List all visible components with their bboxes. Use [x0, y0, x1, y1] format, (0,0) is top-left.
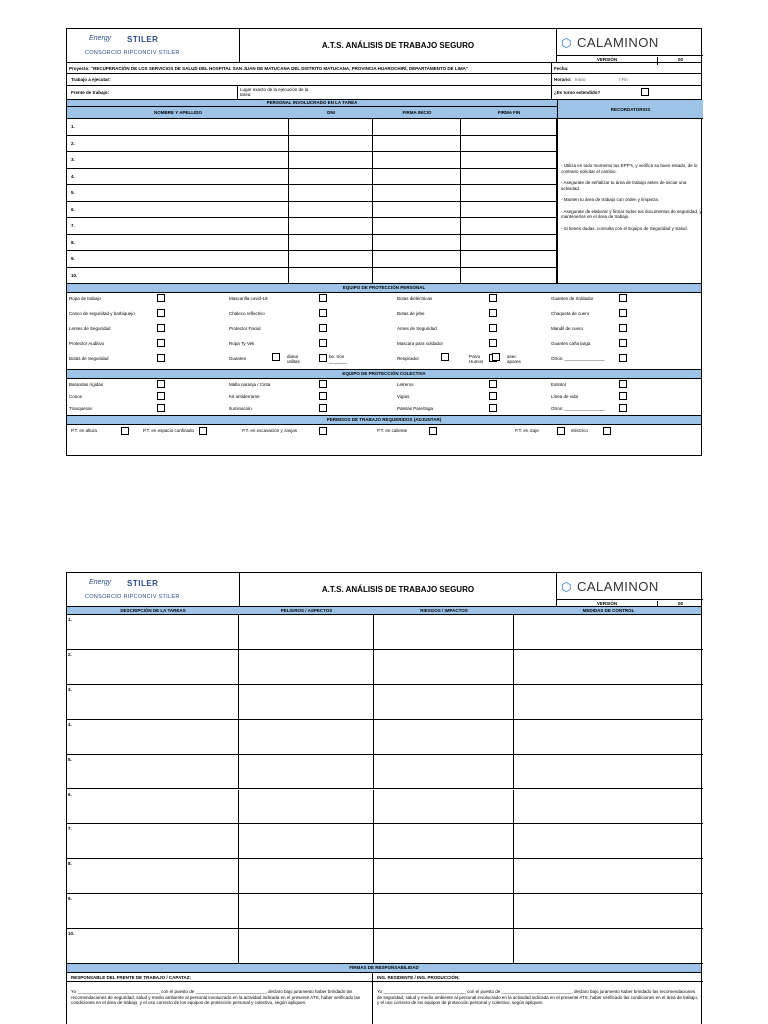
- permiso-label: P.T. en espacio confinado: [143, 428, 194, 433]
- col-medidas: MEDIDAS DE CONTROL: [582, 608, 635, 613]
- epp-label: Protector Facial: [229, 326, 261, 331]
- epc-grid: [67, 379, 701, 416]
- respirador-option-1: Polvo Humos: [469, 354, 484, 364]
- task-col-headers: [67, 607, 701, 615]
- nombre-cell[interactable]: [67, 136, 289, 153]
- medidas-cell[interactable]: [514, 824, 703, 859]
- dni-cell[interactable]: [289, 251, 373, 268]
- sheet-header-2: [67, 573, 701, 607]
- turno-label: ¿Es turno extendido?: [554, 90, 601, 95]
- logo-text-energy-2: Energy: [89, 579, 112, 586]
- trabajo-label: Trabajo a ejecutar:: [71, 77, 111, 82]
- dni-cell[interactable]: [289, 152, 373, 169]
- descripcion-cell[interactable]: [67, 615, 239, 650]
- lugar-label: Lugar exacto de la ejecución de la tarea:: [240, 87, 309, 97]
- personal-col-headers: [67, 107, 557, 119]
- epp-checkbox[interactable]: [619, 309, 627, 317]
- epc-label: Kit antiderrame: [229, 394, 260, 399]
- row-number: 2.: [68, 651, 72, 657]
- peligros-cell[interactable]: [239, 685, 374, 720]
- calaminon-logo-2: [557, 573, 703, 599]
- resp-right-label: ING. RESIDENTE / ING. PRODUCCIÓN:: [373, 973, 703, 982]
- hexagon-icon: ⬡: [561, 580, 572, 594]
- permiso-checkbox[interactable]: [429, 427, 437, 435]
- epp-grid: [67, 293, 701, 370]
- permiso-label: P.T. en caliente: [377, 428, 408, 433]
- respirador-option-2-checkbox[interactable]: [492, 353, 500, 361]
- nombre-cell[interactable]: [67, 235, 289, 252]
- peligros-cell[interactable]: [239, 929, 374, 964]
- epp-label: Chaleco reflectivo: [229, 311, 265, 316]
- permiso-label: P.T. en excavación y zanjas: [242, 428, 297, 433]
- nombre-cell[interactable]: [67, 202, 289, 219]
- recordatorio-item: - Asegurate de elaborar y firmar todos tus documentos de seguridad, y mantenerlos en el área de trabajo.: [561, 208, 702, 219]
- epc-checkbox[interactable]: [489, 392, 497, 400]
- version-box-2: [557, 599, 703, 607]
- recordatorio-item: - Manten tu área de trabajo con orden y limpieza.: [561, 197, 660, 202]
- epp-label: Otros: ________________: [551, 356, 605, 361]
- brand-name-2: CALAMINON: [577, 579, 659, 594]
- row-number: 6.: [71, 206, 75, 212]
- epc-checkbox[interactable]: [489, 404, 497, 412]
- calaminon-logo: [557, 29, 703, 55]
- riesgos-cell[interactable]: [374, 790, 514, 825]
- row-number: 10.: [71, 272, 78, 278]
- epp-label: Protector Auditivo: [69, 341, 105, 346]
- firma-inicio-cell[interactable]: [373, 235, 461, 252]
- epc-label: Vigías: [397, 394, 410, 399]
- firma-fin-cell[interactable]: [461, 218, 557, 235]
- permiso-label: P.T. en altura: [71, 428, 97, 433]
- row-number: 6.: [68, 791, 72, 797]
- permiso-checkbox[interactable]: [557, 427, 565, 435]
- row-number: 1.: [68, 617, 72, 622]
- horario-inicio: Inicio: [575, 77, 586, 82]
- permiso-checkbox[interactable]: [319, 427, 327, 435]
- row-number: 4.: [68, 721, 72, 727]
- medidas-cell[interactable]: [514, 650, 703, 685]
- nombre-cell[interactable]: [67, 268, 289, 285]
- row-number: 9.: [68, 896, 72, 902]
- col-riesgos: RIESGOS / IMPACTOS: [420, 608, 468, 613]
- nombre-cell[interactable]: [67, 169, 289, 186]
- riesgos-cell[interactable]: [374, 720, 514, 755]
- version-value-2: 00: [657, 601, 703, 609]
- epc-checkbox[interactable]: [619, 392, 627, 400]
- medidas-cell[interactable]: [514, 859, 703, 894]
- peligros-cell[interactable]: [239, 615, 374, 650]
- peligros-cell[interactable]: [239, 720, 374, 755]
- descripcion-cell[interactable]: [67, 755, 239, 790]
- firma-right: [373, 973, 703, 1024]
- frente-label: Frente de trabajo:: [71, 90, 110, 95]
- recordatorio-item: - Asegurate de señalizar tu área de trabajo antes de iniciar una actividad.: [561, 180, 687, 191]
- row-number: 9.: [71, 256, 75, 261]
- proyecto-label: Proyecto: "RECUPERACIÓN DE LOS SERVICIOS DE SALUD DEL HOSPITAL SAN JUAN DE MATUCANA DEL DISTRITO MATUCANA, PROVINCIA HUAROCHIRÍ, DEPARTAMENTO DE LIMA": [69, 66, 469, 71]
- recordatorio-item: - Si tienes dudas, consulta con el Equipo de Seguridad y Salud.: [561, 225, 688, 231]
- resp-left-label: RESPONSABLE DEL FRENTE DE TRABAJO / CAPATAZ:: [67, 973, 372, 982]
- epp-label: Respirador: [397, 356, 420, 361]
- row-number: 2.: [71, 140, 75, 146]
- epp-checkbox[interactable]: [619, 324, 627, 332]
- row-number: 7.: [68, 826, 72, 832]
- respirador-option-2: asec apores: [507, 354, 521, 364]
- respirador-option-1-checkbox[interactable]: [441, 353, 449, 361]
- peligros-cell[interactable]: [239, 824, 374, 859]
- epc-label: Tranqueras: [69, 406, 92, 411]
- firma-inicio-cell[interactable]: [373, 119, 461, 136]
- peligros-cell[interactable]: [239, 859, 374, 894]
- col-firma-fin: FIRMA FIN: [497, 110, 521, 115]
- turno-checkbox[interactable]: [641, 88, 649, 96]
- row-number: 8.: [68, 861, 72, 867]
- descripcion-cell[interactable]: [67, 650, 239, 685]
- document-title: A.T.S. ANÁLISIS DE TRABAJO SEGURO: [240, 29, 557, 63]
- document-title-2: A.T.S. ANÁLISIS DE TRABAJO SEGURO: [240, 573, 557, 607]
- epc-checkbox[interactable]: [157, 404, 165, 412]
- nombre-cell[interactable]: [67, 218, 289, 235]
- riesgos-cell[interactable]: [374, 650, 514, 685]
- permiso-checkbox[interactable]: [603, 427, 611, 435]
- firma-fin-cell[interactable]: [461, 185, 557, 202]
- dni-cell[interactable]: [289, 185, 373, 202]
- riesgos-cell[interactable]: [374, 755, 514, 790]
- epc-checkbox[interactable]: [319, 380, 327, 388]
- epp-label: Arnes de Seguridad: [397, 326, 437, 331]
- firma-fin-cell[interactable]: [461, 169, 557, 186]
- firma-fin-cell[interactable]: [461, 251, 557, 268]
- row-number: 4.: [71, 173, 75, 179]
- epc-checkbox[interactable]: [619, 380, 627, 388]
- epp-label: Guantes caña larga: [551, 341, 591, 346]
- peligros-cell[interactable]: [239, 894, 374, 929]
- epp-checkbox[interactable]: [489, 309, 497, 317]
- firma-fin-cell[interactable]: [461, 268, 557, 285]
- epc-label: Otros: ________________: [551, 406, 605, 411]
- version-label-2: VERSIÓN: [596, 601, 618, 606]
- personal-title: PERSONAL INVOLUCRADO EN LA TAREA: [67, 100, 557, 107]
- permisos-title: PERMISOS DE TRABAJO REQUERIDOS (ADJUNTAR): [67, 416, 701, 425]
- firma-fin-cell[interactable]: [461, 152, 557, 169]
- firma-fin-cell[interactable]: [461, 136, 557, 153]
- brand-name: CALAMINON: [577, 35, 659, 50]
- descripcion-cell[interactable]: [67, 790, 239, 825]
- frente-row: [67, 86, 701, 100]
- firma-inicio-cell[interactable]: [373, 251, 461, 268]
- version-box: [557, 55, 703, 63]
- epc-checkbox[interactable]: [619, 404, 627, 412]
- dni-cell[interactable]: [289, 268, 373, 285]
- hexagon-icon: ⬡: [561, 36, 572, 50]
- decl-right: Yo _________________________________ con el puesto de ____________________________, declaro bajo juramento haber brindado las recomendaciones de seguridad, salud y medio ambiente al personal involucrado en la actividad indicada en el presente ATS, haber verificado las condiciones en el área de trabajo, y el uso correcto de los equipos de protección personal y colectivo, según apliquen.: [377, 989, 699, 1005]
- firma-inicio-cell[interactable]: [373, 136, 461, 153]
- epc-label: Extintor: [551, 382, 567, 387]
- epp-checkbox[interactable]: [319, 354, 327, 362]
- descripcion-cell[interactable]: [67, 894, 239, 929]
- epp-label: Ropa Ty Vek: [229, 341, 255, 346]
- epp-label: Casco de seguridad y barbiquejo: [69, 311, 135, 316]
- medidas-cell[interactable]: [514, 615, 703, 650]
- permiso-label: eléctrico: [571, 428, 588, 433]
- peligros-cell[interactable]: [239, 790, 374, 825]
- recordatorios-box: [557, 119, 703, 284]
- col-dni: DNI: [327, 110, 335, 115]
- epp-checkbox[interactable]: [619, 354, 627, 362]
- permiso-checkbox[interactable]: [121, 427, 129, 435]
- epc-checkbox[interactable]: [319, 404, 327, 412]
- epp-checkbox[interactable]: [157, 294, 165, 302]
- personal-table: [67, 100, 701, 284]
- logo-text-consorcio-2: CONSORCIO RIPCONCIV STILER: [85, 594, 180, 600]
- logo-text-energy: Energy: [89, 35, 112, 42]
- descripcion-cell[interactable]: [67, 720, 239, 755]
- firma-fin-cell[interactable]: [461, 119, 557, 136]
- proyecto-row: [67, 63, 701, 74]
- epp-label: Mandil de cuero: [551, 326, 584, 331]
- epc-checkbox[interactable]: [157, 392, 165, 400]
- version-value: 00: [657, 57, 703, 65]
- epp-checkbox[interactable]: [157, 339, 165, 347]
- medidas-cell[interactable]: [514, 755, 703, 790]
- epc-checkbox[interactable]: [489, 380, 497, 388]
- nombre-cell[interactable]: [67, 119, 289, 136]
- nombre-cell[interactable]: [67, 152, 289, 169]
- descripcion-cell[interactable]: [67, 685, 239, 720]
- row-number: 3.: [68, 686, 72, 692]
- ats-sheet-page-1: [66, 28, 702, 456]
- descripcion-cell[interactable]: [67, 929, 239, 964]
- firma-left: [67, 973, 373, 1024]
- row-number: 7.: [71, 223, 75, 228]
- col-descripcion: DESCRIPCIÓN DE LA TAREAS: [120, 608, 186, 613]
- peligros-cell[interactable]: [239, 650, 374, 685]
- medidas-cell[interactable]: [514, 685, 703, 720]
- riesgos-cell[interactable]: [374, 685, 514, 720]
- dni-cell[interactable]: [289, 202, 373, 219]
- epc-label: Línea de vida: [551, 394, 579, 399]
- epc-label: Malla naranja / Cinta: [229, 382, 271, 387]
- row-number: 3.: [71, 157, 75, 162]
- sheet-header: [67, 29, 701, 63]
- medidas-cell[interactable]: [514, 790, 703, 825]
- row-number: 5.: [71, 190, 75, 195]
- epc-label: Barandas rígidas: [69, 382, 104, 387]
- dni-cell[interactable]: [289, 235, 373, 252]
- personal-rows: [67, 119, 557, 284]
- logo-text-stiler: STILER: [127, 35, 159, 44]
- row-number: 8.: [71, 239, 75, 245]
- epp-checkbox[interactable]: [489, 324, 497, 332]
- horario-label: Horario:: [554, 77, 572, 82]
- firma-fin-cell[interactable]: [461, 202, 557, 219]
- firma-inicio-cell[interactable]: [373, 268, 461, 285]
- decl-left: Yo _________________________________ con el puesto de ____________________________, declaro bajo juramento haber brindado las recomendaciones de seguridad, salud y medio ambiente al personal involucrado en la actividad indicada en el presente ATS, haber verificado las condiciones en el área de trabajo, y el uso correcto de los equipos de protección personal y colectivo, según apliquen.: [71, 989, 361, 1005]
- firma-inicio-cell[interactable]: [373, 185, 461, 202]
- col-nombre: NOMBRE Y APELLIDO: [154, 110, 202, 115]
- firma-inicio-cell[interactable]: [373, 218, 461, 235]
- dni-cell[interactable]: [289, 136, 373, 153]
- version-label: VERSIÓN: [596, 57, 618, 62]
- peligros-cell[interactable]: [239, 755, 374, 790]
- epp-label: Botas dieléctricas: [397, 296, 433, 301]
- epc-checkbox[interactable]: [319, 392, 327, 400]
- medidas-cell[interactable]: [514, 720, 703, 755]
- epp-checkbox[interactable]: [489, 339, 497, 347]
- epp-label: Mascara para soldador: [397, 341, 444, 346]
- epp-checkbox[interactable]: [319, 339, 327, 347]
- descripcion-cell[interactable]: [67, 824, 239, 859]
- logo-text-stiler-2: STILER: [127, 579, 159, 588]
- epp-label: Lentes de Seguridad: [69, 326, 111, 331]
- epp-checkbox[interactable]: [319, 324, 327, 332]
- riesgos-cell[interactable]: [374, 859, 514, 894]
- firmas-title: FIRMAS DE RESPONSABILIDAD: [67, 964, 701, 973]
- nombre-cell[interactable]: [67, 185, 289, 202]
- epc-label: Conos: [69, 394, 83, 399]
- riesgos-cell[interactable]: [374, 824, 514, 859]
- firma-inicio-cell[interactable]: [373, 152, 461, 169]
- epp-checkbox[interactable]: [157, 324, 165, 332]
- recordatorios-list: [561, 163, 702, 237]
- guantes-option-2: be. tron _______: [329, 354, 347, 364]
- col-peligros: PELIGROS / ASPECTOS: [280, 608, 333, 613]
- horario-fin: / Fin: [619, 77, 628, 82]
- dni-cell[interactable]: [289, 218, 373, 235]
- epp-label: Botas de jebe: [397, 311, 425, 316]
- row-number: 10.: [68, 931, 75, 937]
- epp-checkbox[interactable]: [319, 309, 327, 317]
- recordatorios-title: RECORDATORIOS: [557, 100, 703, 119]
- company-logo-2: [67, 573, 240, 607]
- col-firma-inicio: FIRMA INICIO: [402, 110, 432, 115]
- permiso-checkbox[interactable]: [199, 427, 207, 435]
- epp-label: Botas de Seguridad: [69, 356, 109, 361]
- ats-sheet-page-2: [66, 572, 702, 1024]
- row-number: 1.: [71, 124, 75, 129]
- epp-checkbox[interactable]: [619, 339, 627, 347]
- medidas-cell[interactable]: [514, 929, 703, 964]
- epp-checkbox[interactable]: [157, 354, 165, 362]
- riesgos-cell[interactable]: [374, 615, 514, 650]
- medidas-cell[interactable]: [514, 894, 703, 929]
- epp-label: Ropa de trabajo: [69, 296, 102, 301]
- nombre-cell[interactable]: [67, 251, 289, 268]
- dni-cell[interactable]: [289, 119, 373, 136]
- permisos-row: [67, 425, 701, 439]
- epp-title: EQUIPO DE PROTECCIÓN PERSONAL: [67, 284, 701, 293]
- row-number: 5.: [68, 756, 72, 762]
- epp-checkbox[interactable]: [319, 294, 327, 302]
- epp-label: Guantes: [229, 356, 247, 361]
- epp-label: Mascarilla covid-19: [229, 296, 268, 301]
- epp-checkbox[interactable]: [619, 294, 627, 302]
- descripcion-cell[interactable]: [67, 859, 239, 894]
- epc-label: Iluminación: [229, 406, 252, 411]
- epc-label: Paletas Pare/Siga: [397, 406, 434, 411]
- task-rows: [67, 615, 701, 964]
- company-logo: [67, 29, 240, 63]
- riesgos-cell[interactable]: [374, 929, 514, 964]
- riesgos-cell[interactable]: [374, 894, 514, 929]
- guantes-option-1-checkbox[interactable]: [272, 353, 280, 361]
- firma-inicio-cell[interactable]: [373, 202, 461, 219]
- epp-label: Chaqueta de cuero: [551, 311, 590, 316]
- epc-title: EQUIPO DE PROTECCIÓN COLECTIVA: [67, 370, 701, 379]
- logo-text-consorcio: CONSORCIO RIPCONCIV STILER: [85, 50, 180, 56]
- recordatorio-item: - Utiliza en todo momento tus EPP's, y verifica su buen estado, de lo contrario solicitar el cambio.: [561, 163, 698, 174]
- permiso-label: P.T. en izaje: [515, 428, 539, 433]
- dni-cell[interactable]: [289, 169, 373, 186]
- epc-label: Letreros: [397, 382, 414, 387]
- epp-checkbox[interactable]: [489, 294, 497, 302]
- guantes-option-1: diana utilitas: [287, 354, 300, 364]
- firma-fin-cell[interactable]: [461, 235, 557, 252]
- fecha-label: Fecha:: [554, 66, 569, 71]
- epp-checkbox[interactable]: [157, 309, 165, 317]
- firma-inicio-cell[interactable]: [373, 169, 461, 186]
- epc-checkbox[interactable]: [157, 380, 165, 388]
- epp-label: Guantes de Soldador: [551, 296, 594, 301]
- firmas-section: [67, 973, 701, 1024]
- trabajo-row: [67, 74, 701, 86]
